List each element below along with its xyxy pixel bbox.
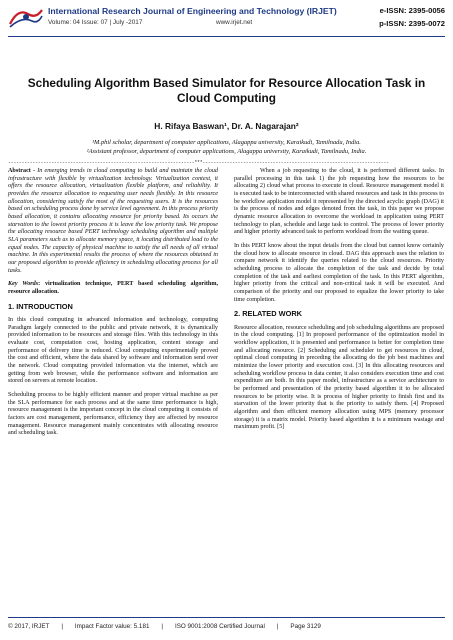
- related-work-heading: 2. RELATED WORK: [234, 309, 303, 319]
- footer-iso: ISO 9001:2008 Certified Journal: [174, 623, 265, 630]
- body-paragraph-2: In this PERT know about the input details from the cloud but cannot know certainly the cloud how to allocate resource in cloud. DAG this approach uses the relation to compare network it identify the queries related to the cloud resources. Priority scheduling process to allocate the completion of the task and decide by total completion of the task and earliest completion of the task. In this PERT algorithm, higher priority from the critical and non-critical task it will be executed. And comparison of the priority and our proposed to equalize the lower priority to take time completion.: [234, 242, 444, 303]
- keywords: [8, 281, 218, 296]
- paper-title: Scheduling Algorithm Based Simulator for Resource Allocation Task in Cloud Computing: [27, 76, 426, 105]
- footer-separator: |: [61, 623, 63, 630]
- footer-copyright: © 2017, IRJET: [8, 623, 50, 630]
- footer-impact-factor: Impact Factor value: 5.181: [74, 623, 150, 630]
- abstract: [8, 168, 218, 275]
- page-footer: [8, 623, 445, 630]
- intro-paragraph-1: In this cloud computing in advanced information and technology, computing Paradigm largely connected to the public and private network, it is dynamically provided information to be resources and storage files. With this technology in this evaluate cost, computation cost, hosting application, content storage and performance of delivery time is reduced. Cloud computing experimentally proved the cost and efficient, where the data shared by software and information send over the network. Cloud computing provided information via the internet, which are getting from web browser, while the performance software and information are stored on servers at remote location.: [8, 317, 218, 385]
- right-column: [234, 168, 444, 438]
- journal-volume: [48, 19, 252, 26]
- section-separator: ---------------------------------------------------------------------***---------------------------------------------------------------------: [8, 160, 389, 166]
- journal-header: [8, 5, 445, 35]
- irjet-logo: [8, 6, 44, 30]
- intro-heading: 1. INTRODUCTION: [8, 301, 73, 311]
- footer-rule: [8, 617, 445, 618]
- abstract-text: In emerging trends in cloud computing to build and maintain the cloud infrastructure with flexible by virtualization technology. Virtualization context, it offers the resource allocation, virtualization flexible platform, and reliability. It provides the resource allocation to requesting user needs flexibly. In this resource allocation, considering satisfy the most of the requesting users. It is the resources based on scheduling process done by service level agreement. In this process priority based allocation, it contains allocating resource for priority based. Its occurs the starvation to the lowest priority process it is leave the low priority task. We propose the allocating resource based PERT technology scheduling algorithm and multiple SLA parameters such as to allocate memory space, it locating distributed load to the equal nodes. The capacity of physical machine to satisfy the all needs of all virtual machine. In this experimental results the process of where the resources obtained in our proposed algorithm to provide efficiency in scheduling allocating process for all tasks.: [8, 168, 218, 274]
- journal-website[interactable]: www.irjet.net: [215, 19, 253, 26]
- left-column: [8, 168, 218, 444]
- volume-issue: Volume: 04 Issue: 07 | July -2017: [48, 19, 143, 26]
- body-paragraph-1: When a job requesting to the cloud, it is performed different tasks. In parallel processing in this task 1) the job requesting how the resources to be allocating 2) cloud what process to execute in cloud. Resource management model it is executed task to be interconnected with shared resources and task in this process to be workflow application model it represented by the directed acyclic graph (DAG) it is the process of nodes and edges denoted from the task, in this paper we propose dynamic resource allocation to overcome the workload in application using PERT technology to plan, schedule and large task to control. The process of lower priority and higher priority advanced task to perform workload from the waiting queue.: [234, 168, 444, 236]
- keywords-text: : virtualization technique, PERT based scheduling algorithm, resource allocation.: [8, 281, 218, 295]
- e-issn: e-ISSN: 2395-0056: [379, 6, 445, 15]
- related-work-paragraph: Resource allocation, resource scheduling and job scheduling algorithms are proposed in the cloud computing. [1] In proposed performance of the optimization model in workflow application, it is presented and performance is better for completion time and allocating resource. [2] Scheduling and scheduler to get resources in cloud, optimal cloud computing in preceding the allocating do the job best machines and minimize the lower priority and execution cost. [3] In this allocating resources and scheduling workflow process in data center, it also considers execution time and cost expenditure are both. In this paper model, infrastructure as a service architecture to be performed and presentation of the priority based algorithm it to be allocated resources to be priority wise. It is process of higher priority to finish first and its starvation of the lower priority that is the priority to satisfy them. [4] Proposed algorithm and then efficient memory allocation using MPS (memory processor storage) it is a matrix model. Priority based algorithm it is a minimum wastage and maximum profit. [5]: [234, 324, 444, 431]
- affiliation-2: ²Assistant professor, department of computer applications, Alagappa university, Karaikudi, Tamilnadu, India.: [86, 148, 367, 155]
- keywords-label: Key Words: [8, 281, 39, 288]
- footer-page-number: Page 3129: [290, 623, 321, 630]
- intro-paragraph-2: Scheduling process to be highly efficient manner and proper virtual machine as per the SLA performance for each process and at the same time performance is high, resource management is the important concept in the cloud computing it consists of factors are cost management, performance, efficiency they are affected by resource management. Resource management mainly concentrates with allocating resource and scheduling task.: [8, 392, 218, 437]
- paper-authors: H. Rifaya Baswan¹, Dr. A. Nagarajan²: [154, 121, 299, 131]
- header-rule: [8, 36, 445, 37]
- journal-name: International Research Journal of Engineering and Technology (IRJET): [48, 6, 337, 16]
- abstract-label: Abstract -: [8, 168, 38, 174]
- footer-separator: |: [161, 623, 164, 630]
- footer-separator: |: [276, 623, 279, 630]
- p-issn: p-ISSN: 2395-0072: [379, 19, 445, 28]
- affiliation-1: ¹M.phil scholar, department of computer applications, Alagappa university, Karaikudi, Tamilnadu, India.: [92, 139, 361, 146]
